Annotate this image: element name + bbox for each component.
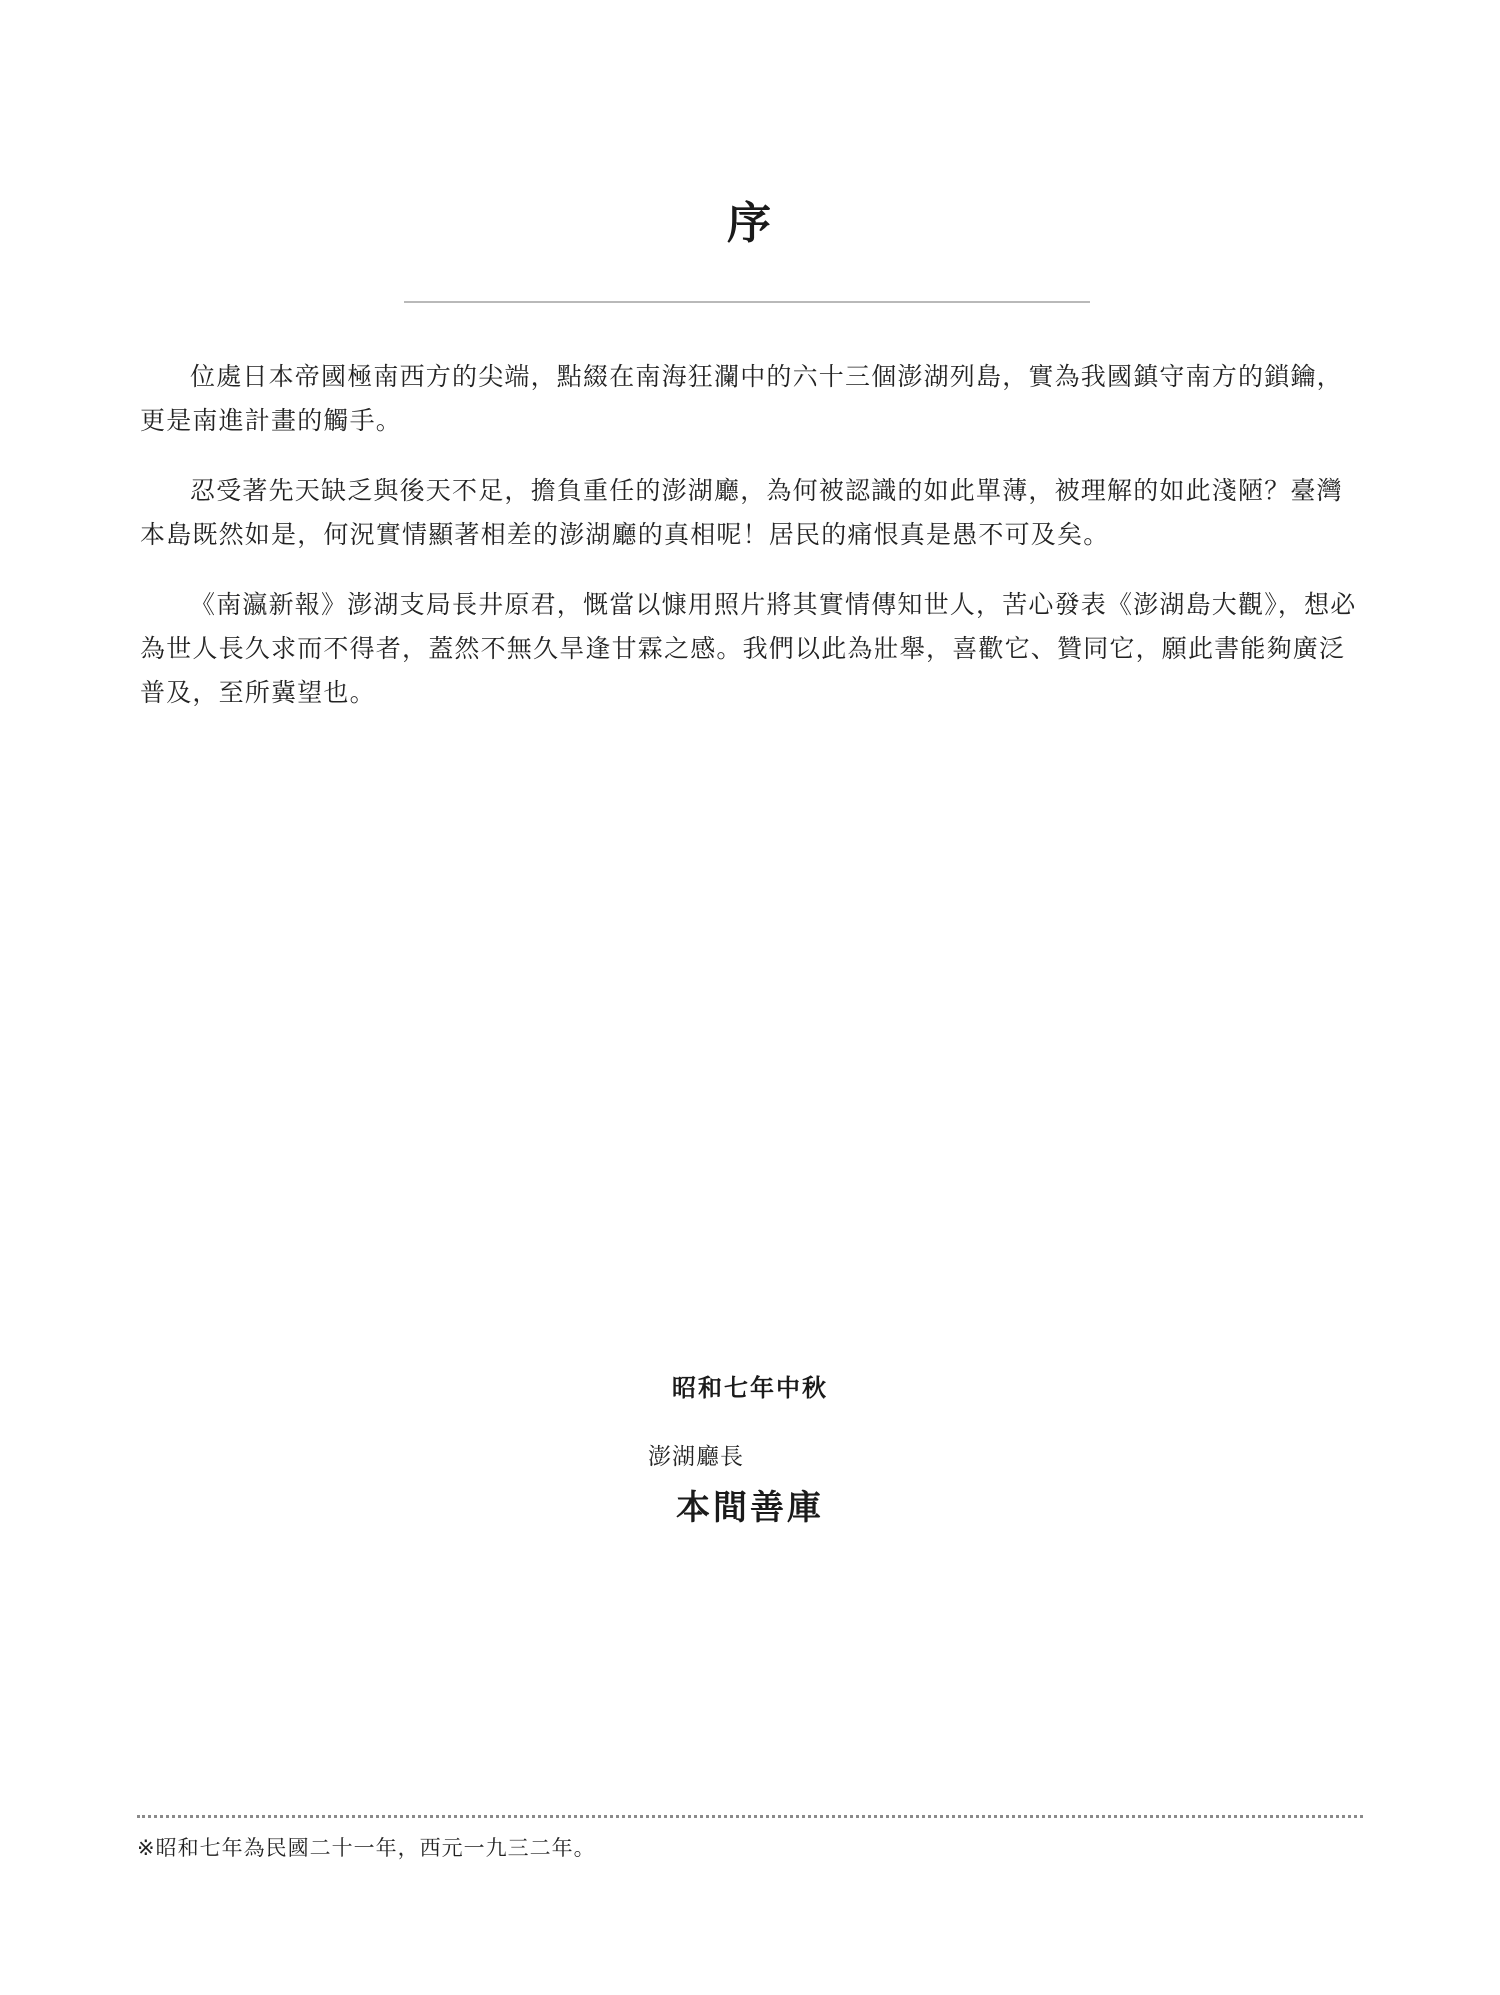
paragraph-2: 忍受著先天缺乏與後天不足，擔負重任的澎湖廳，為何被認識的如此單薄，被理解的如此淺陋？臺灣本島既然如是，何況實情顯著相差的澎湖廳的真相呢！居民的痛恨真是愚不可及矣。 (140, 476, 1343, 549)
preface-body (140, 355, 1364, 741)
signer-name: 本間善庫 (676, 1488, 824, 1528)
footnote-divider (137, 1815, 1363, 1818)
footnote: ※昭和七年為民國二十一年，西元一九三二年。 (137, 1836, 596, 1860)
paragraph-3: 《南瀛新報》澎湖支局長井原君，慨當以慷用照片將其實情傳知世人，苦心發表《澎湖島大觀》，想必為世人長久求而不得者，蓋然不無久旱逢甘霖之感。我們以此為壯舉，喜歡它、贊同它，願此書能夠廣泛普及，至所冀望也。 (140, 590, 1357, 707)
signer-position: 澎湖廳長 (648, 1444, 744, 1470)
title-divider (404, 301, 1090, 303)
page-title: 序 (727, 198, 773, 249)
paragraph-1: 位處日本帝國極南西方的尖端，點綴在南海狂瀾中的六十三個澎湖列島，實為我國鎮守南方的鎖鑰，更是南進計畫的觸手。 (140, 362, 1343, 435)
signature-date: 昭和七年中秋 (672, 1373, 828, 1402)
